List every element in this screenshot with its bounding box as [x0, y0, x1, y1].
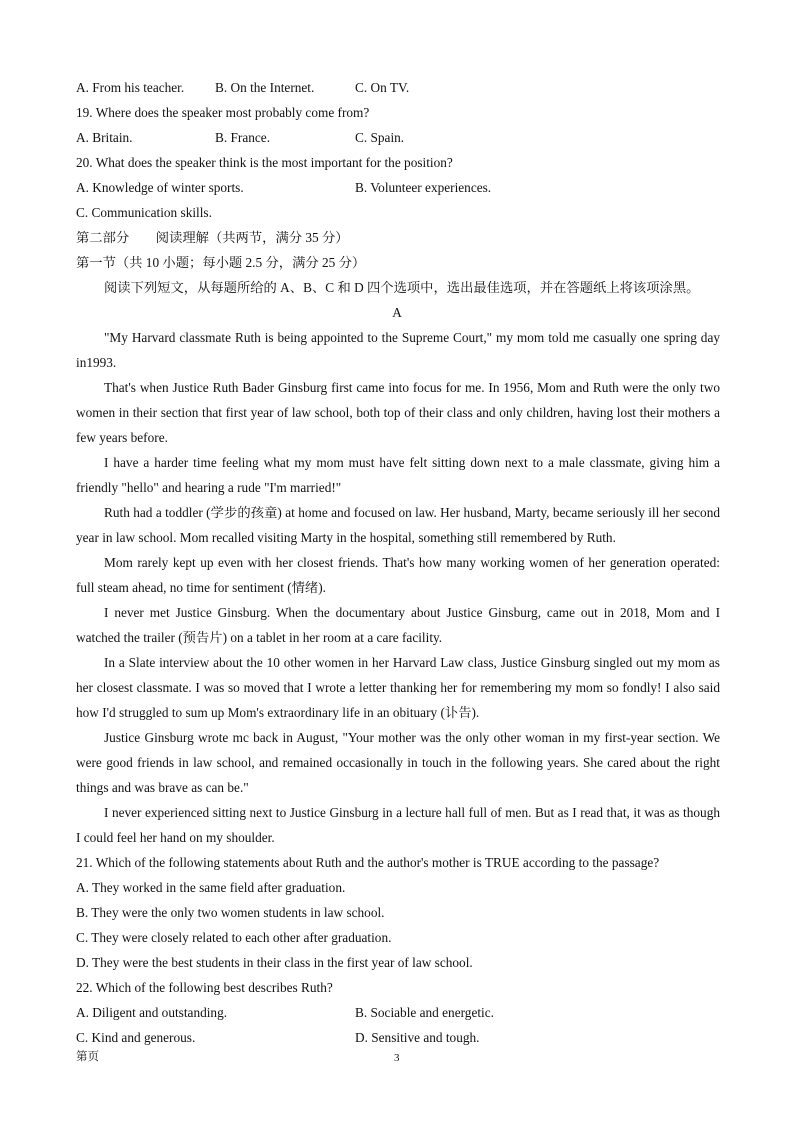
q21-option-c: C. They were closely related to each other after graduation. — [76, 930, 392, 945]
passage-paragraph-1: "My Harvard classmate Ruth is being appointed to the Supreme Court," my mom told me casually one spring day in1993. — [76, 330, 720, 370]
section-subtitle: 第一节（共 10 小题；每小题 2.5 分，满分 25 分） — [76, 255, 366, 270]
passage-paragraph-6: I never met Justice Ginsburg. When the documentary about Justice Ginsburg, came out in 2018, Mom and I watched the trailer (预告片) on a tablet in her room at a care facility. — [76, 605, 720, 645]
passage-paragraph-5: Mom rarely kept up even with her closest friends. That's how many working women of her generation operated: full steam ahead, no time for sentiment (情绪). — [76, 555, 720, 595]
section-title: 第二部分 阅读理解（共两节，满分 35 分） — [76, 230, 349, 245]
section-instruction: 阅读下列短文，从每题所给的 A、B、C 和 D 四个选项中，选出最佳选项，并在答题纸上将该项涂黑。 — [104, 280, 700, 295]
q21-option-b: B. They were the only two women students in law school. — [76, 905, 385, 920]
q20-option-b: B. Volunteer experiences. — [355, 180, 492, 195]
q22-option-a: A. Diligent and outstanding. — [76, 1005, 228, 1020]
footer-page-number: 3 — [394, 1052, 400, 1064]
q19-stem: 19. Where does the speaker most probably come from? — [76, 105, 370, 120]
q22-option-c: C. Kind and generous. — [76, 1030, 196, 1045]
q18-option-a: A. From his teacher. — [76, 80, 185, 95]
q18-option-b: B. On the Internet. — [215, 80, 315, 95]
q21-option-a: A. They worked in the same field after graduation. — [76, 880, 346, 895]
passage-paragraph-3: I have a harder time feeling what my mom must have felt sitting down next to a male classmate, giving him a friendly "hello" and hearing a rude "I'm married!" — [76, 455, 720, 495]
q20-option-a: A. Knowledge of winter sports. — [76, 180, 244, 195]
q21-option-d: D. They were the best students in their class in the first year of law school. — [76, 955, 473, 970]
q22-option-b: B. Sociable and energetic. — [355, 1005, 494, 1020]
q22-stem: 22. Which of the following best describes Ruth? — [76, 980, 333, 995]
q18-option-c: C. On TV. — [355, 80, 410, 95]
q19-option-c: C. Spain. — [355, 130, 405, 145]
q22-option-d: D. Sensitive and tough. — [355, 1030, 480, 1045]
passage-label: A — [392, 305, 402, 320]
q20-stem: 20. What does the speaker think is the most important for the position? — [76, 155, 453, 170]
q19-option-b: B. France. — [215, 130, 271, 145]
footer-page-label: 第页 — [76, 1051, 99, 1063]
q20-option-c: C. Communication skills. — [76, 205, 212, 220]
passage-paragraph-2: That's when Justice Ruth Bader Ginsburg first came into focus for me. In 1956, Mom and Ruth were the only two women in their section that first year of law school, both top of their class and only children, having lost their mothers a few years before. — [76, 380, 720, 445]
passage-paragraph-9: I never experienced sitting next to Justice Ginsburg in a lecture hall full of men. But as I read that, it was as though I could feel her hand on my shoulder. — [76, 805, 720, 845]
passage-paragraph-8: Justice Ginsburg wrote mc back in August, "Your mother was the only other woman in my first-year section. We were good friends in law school, and remained occasionally in touch in the following years. She cared about the right things and was brave as can be." — [76, 730, 720, 795]
q21-stem: 21. Which of the following statements about Ruth and the author's mother is TRUE according to the passage? — [76, 855, 660, 870]
passage-paragraph-7: In a Slate interview about the 10 other women in her Harvard Law class, Justice Ginsburg singled out my mom as her closest classmate. I was so moved that I wrote a letter thanking her for remembering my mom so fondly! I also said how I'd struggled to sum up Mom's extraordinary life in an obituary (讣告). — [76, 655, 720, 720]
passage-paragraph-4: Ruth had a toddler (学步的孩童) at home and focused on law. Her husband, Marty, became seriously ill her second year in law school. Mom recalled visiting Marty in the hospital, something still remembered by Ruth. — [76, 505, 720, 545]
q19-option-a: A. Britain. — [76, 130, 133, 145]
